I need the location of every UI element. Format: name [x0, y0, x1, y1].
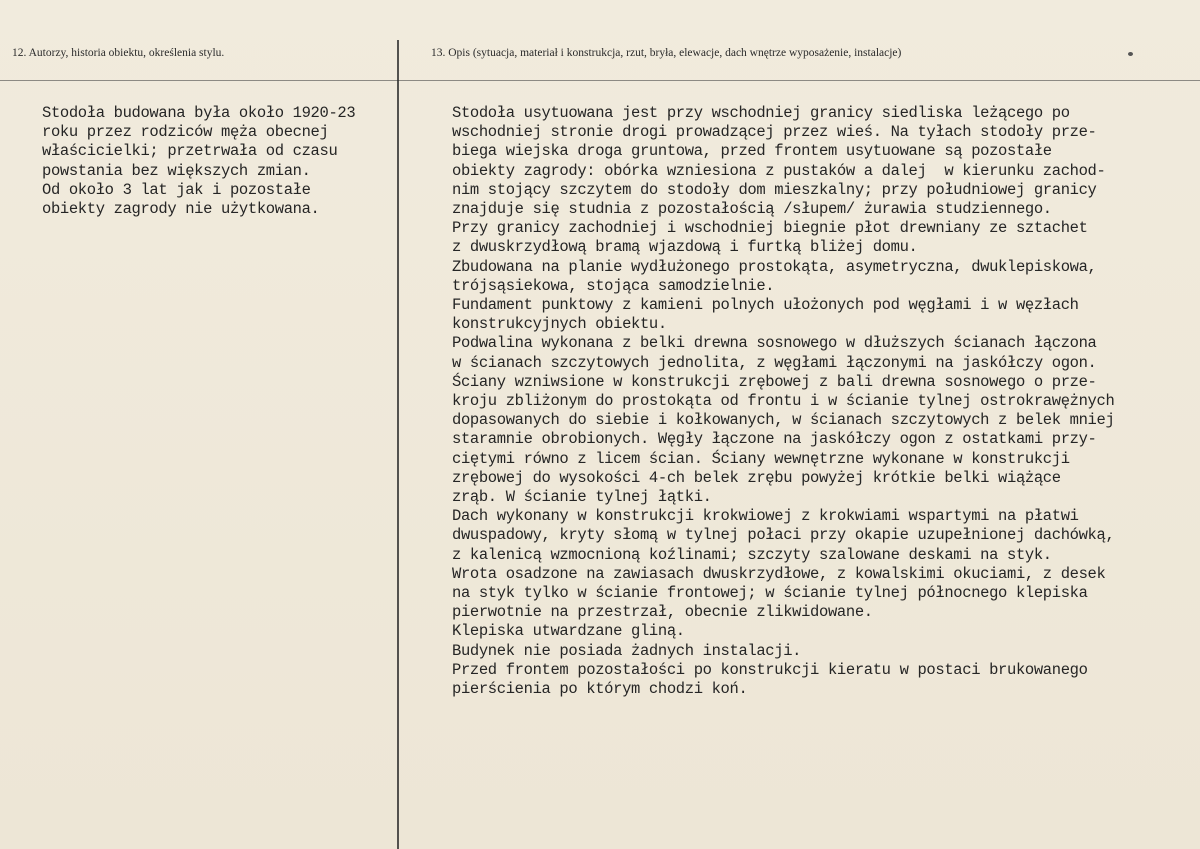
description-line: nim stojący szczytem do stodoły dom mieszkalny; przy południowej granicy: [452, 180, 1097, 199]
history-line: Stodoła budowana była około 1920-23: [42, 104, 356, 122]
description-line: pierwotnie na przestrzał, obecnie zlikwidowane.: [452, 603, 873, 622]
description-line: dwuspadowy, kryty słomą w tylnej połaci przy okapie uzupełnionej dachówką,: [452, 526, 1115, 545]
section-13-header: 13. Opis (sytuacja, materiał i konstrukcja, rzut, bryła, elewacje, dach wnętrze wyposażenie, instalacje): [431, 47, 902, 59]
description-line: Zbudowana na planie wydłużonego prostokąta, asymetryczna, dwuklepiskowa,: [452, 257, 1097, 276]
header-rule: [0, 80, 1200, 81]
description-line: Podwalina wykonana z belki drewna sosnowego w dłuższych ścianach łączona: [452, 334, 1097, 353]
description-line: kroju zbliżonym do prostokąta od frontu i w ścianie tylnej ostrokrawężnych: [452, 392, 1115, 411]
description-line: znajduje się studnia z pozostałością /słupem/ żurawia studziennego.: [452, 200, 1052, 219]
description-line: w ścianach szczytowych jednolita, z węgłami łączonymi na jaskółczy ogon.: [452, 353, 1097, 372]
description-line: Dach wykonany w konstrukcji krokwiowej z krokwiami wspartymi na płatwi: [452, 507, 1079, 526]
description-line: dopasowanych do siebie i kołkowanych, w ścianach szczytowych z belek mniej: [452, 411, 1115, 430]
description-line: Budynek nie posiada żadnych instalacji.: [452, 641, 802, 660]
description-line: staramnie obrobionych. Węgły łączone na jaskółczy ogon z ostatkami przy-: [452, 430, 1097, 449]
history-line: powstania bez większych zmian.: [42, 161, 311, 180]
description-line: biega wiejska droga gruntowa, przed frontem usytuowane są pozostałe: [452, 142, 1052, 161]
history-line: Od około 3 lat jak i pozostałe: [42, 180, 311, 199]
description-line: ciętymi równo z licem ścian. Ściany wewnętrzne wykonane w konstrukcji: [452, 449, 1070, 468]
description-line: Fundament punktowy z kamieni polnych ułożonych pod węgłami i w węzłach: [452, 296, 1079, 315]
column-divider: [397, 40, 399, 849]
description-line: na styk tylko w ścianie frontowej; w ścianie tylnej północnego klepiska: [452, 584, 1088, 603]
description-line: Przy granicy zachodniej i wschodniej biegnie płot drewniany ze sztachet: [452, 219, 1088, 238]
description-line: pierścienia po którym chodzi koń.: [452, 680, 748, 699]
history-line: obiekty zagrody nie użytkowana.: [42, 200, 320, 219]
history-line: właścicielki; przetrwała od czasu: [42, 142, 338, 161]
history-text: [42, 104, 387, 219]
description-line: Wrota osadzone na zawiasach dwuskrzydłowe, z kowalskimi okuciami, z desek: [452, 564, 1106, 583]
description-line: zrąb. W ścianie tylnej łątki.: [452, 488, 712, 507]
description-line: z dwuskrzydłową bramą wjazdową i furtką bliżej domu.: [452, 238, 918, 257]
description-line: Klepiska utwardzane gliną.: [452, 622, 685, 641]
history-line: roku przez rodziców męża obecnej: [42, 123, 329, 142]
ink-dot-mark: [1128, 52, 1133, 56]
section-12-header: 12. Autorzy, historia obiektu, określenia stylu.: [12, 47, 225, 59]
description-line: z kalenicą wzmocnioną koźlinami; szczyty szalowane deskami na styk.: [452, 545, 1052, 564]
description-line: wschodniej stronie drogi prowadzącej przez wieś. Na tyłach stodoły prze-: [452, 123, 1097, 142]
description-line: trójsąsiekowa, stojąca samodzielnie.: [452, 276, 775, 295]
description-text: [452, 104, 1197, 699]
description-line: obiekty zagrody: obórka wzniesiona z pustaków a dalej w kierunku zachod-: [452, 161, 1106, 180]
description-line: konstrukcyjnych obiektu.: [452, 315, 667, 334]
description-line: Ściany wzniwsione w konstrukcji zrębowej z bali drewna sosnowego o prze-: [452, 372, 1097, 391]
description-line: Przed frontem pozostałości po konstrukcji kieratu w postaci brukowanego: [452, 660, 1088, 679]
description-line: Stodoła usytuowana jest przy wschodniej granicy siedliska leżącego po: [452, 104, 1070, 122]
description-line: zrębowej do wysokości 4-ch belek zrębu powyżej krótkie belki wiążące: [452, 468, 1061, 487]
